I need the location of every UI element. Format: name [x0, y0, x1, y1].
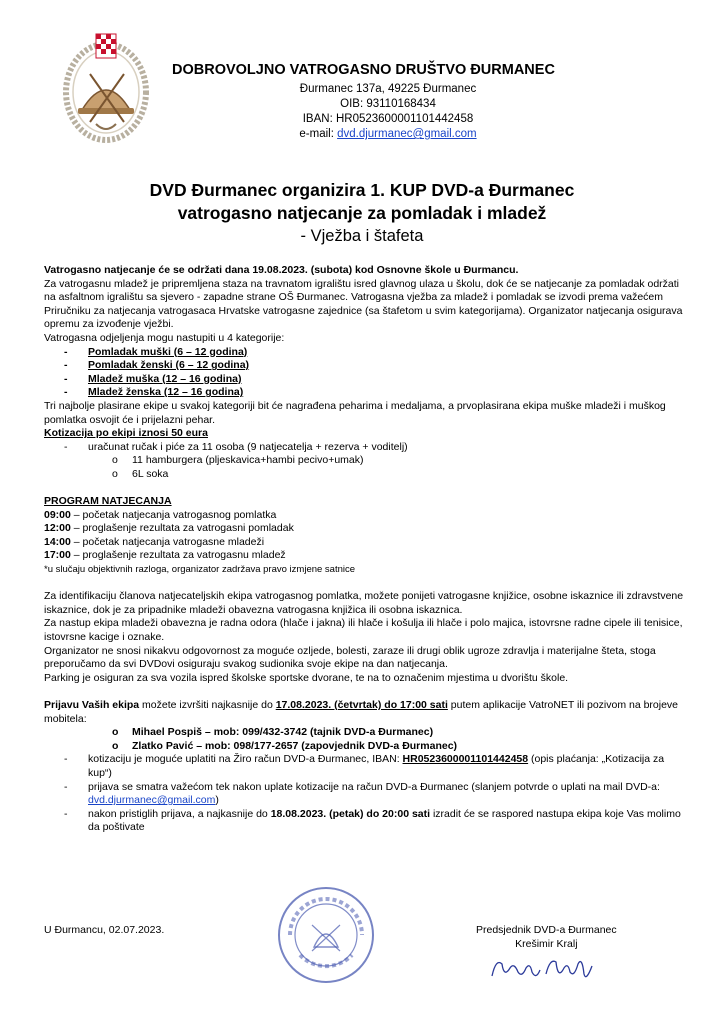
program-item: 17:00 – proglašenje rezultata za vatrogasnu mladež [44, 549, 286, 562]
fee-subitem: o 6L soka [44, 468, 684, 482]
email-link[interactable]: dvd.djurmanec@gmail.com [337, 128, 477, 140]
title-line-1: DVD Đurmanec organizira 1. KUP DVD-a Đurmanec [149, 180, 575, 200]
fee-sublist [44, 454, 684, 481]
program-item: 12:00 – proglašenje rezultata za vatrogasni pomladak [44, 522, 294, 535]
email-link[interactable]: dvd.djurmanec@gmail.com [88, 794, 216, 807]
fee-list [44, 441, 684, 455]
title-line-3: - Vježba i štafeta [300, 227, 424, 245]
category-item: - Mladež muška (12 – 16 godina) [44, 373, 684, 387]
contact-item: o Mihael Pospiš – mob: 099/432-3742 (tajnik DVD-a Đurmanec) [44, 726, 684, 740]
awards-text: Tri najbolje plasirane ekipe u svakoj kategoriji bit će nagrađena peharima i medaljama, a prvoplasirana ekipa muške mladeži i muškog pomlatka osvojit će i prijelazni pehar. [44, 399, 666, 426]
program-item: 14:00 – početak natjecanja vatrogasne mladeži [44, 535, 265, 548]
program-item: 09:00 – početak natjecanja vatrogasnog pomlatka [44, 508, 277, 521]
fire-brigade-emblem-icon [60, 30, 152, 146]
fee-subitem: o 11 hamburgera (pljeskavica+hambi pecivo+umak) [44, 454, 684, 468]
registration-lead: Prijavu Vaših ekipa možete izvršiti najkasnije do 17.08.2023. (četvrtak) do 17:00 sati putem aplikacije VatroNET ili pozivom na brojeve mobitela: [44, 699, 679, 725]
info-paragraph: Parking je osiguran za sva vozila ispred školske sportske dvorane, te na to označenim mjestima u dvorištu škole. [44, 671, 569, 684]
handwritten-signature-icon [488, 952, 596, 986]
fee-item: - uračunat ručak i piće za 11 osoba (9 natjecatelja + rezerva + voditelj) [44, 441, 684, 455]
email-label: e-mail: [299, 128, 338, 140]
email-line [238, 127, 538, 142]
contacts-list [44, 726, 684, 753]
categories-list [44, 346, 684, 400]
place-date: U Đurmancu, 02.07.2023. [44, 924, 165, 936]
iban: IBAN: HR0523600001101442458 [302, 113, 474, 125]
program-note: *u slučaju objektivnih razloga, organizator zadržava pravo izmjene satnice [44, 564, 356, 576]
signer-title: Predsjednik DVD-a Đurmanec [476, 924, 617, 936]
category-item: - Mladež ženska (12 – 16 godina) [44, 386, 684, 400]
document-title [40, 179, 684, 248]
fee-title: Kotizacija po ekipi iznosi 50 eura [44, 427, 208, 440]
signature-block [476, 924, 617, 951]
validity-item: - prijava se smatra važećom tek nakon uplate kotizacije na račun DVD-a Đurmanec (slanjem potvrde o uplati na mail DVD-a: dvd.djurmanec@gmail.com) [44, 781, 684, 808]
intro-paragraph: Za vatrogasnu mladež je pripremljena staza na travnatom igralištu isred glavnog ulaza u školu, dok će se natjecanje za pomladak održati na asfaltnom igralištu sa sjevero - zapadne strane OŠ Đurmanec. Vatrogasna vježba za mladež i pomladak se izvodi prema važećem Priručniku za natjecanja vatrogasaca Hrvatske vatrogasne zajednice (sa štafetom u svim kategorijama). Organizator natjecanja osigurava opremu za izvođenje vježbi. [44, 277, 683, 331]
oib: OIB: 93110168434 [340, 98, 436, 110]
category-item: - Pomladak muški (6 – 12 godina) [44, 346, 684, 360]
program-title: PROGRAM NATJECANJA [44, 495, 172, 508]
category-item: - Pomladak ženski (6 – 12 godina) [44, 359, 684, 373]
title-line-2: vatrogasno natjecanje za pomladak i mladež [177, 203, 547, 223]
categories-intro: Vatrogasna odjeljenja mogu nastupiti u 4 kategorije: [44, 331, 285, 344]
schedule-item: - nakon pristiglih prijava, a najkasnije do 18.08.2023. (petak) do 20:00 sati izradit će se raspored nastupa ekipa koje Vas molimo da poštivate [44, 808, 684, 835]
official-stamp-icon [276, 885, 376, 985]
info-paragraph: Za nastup ekipa mladeži obavezna je radna odora (hlače i jakna) ili hlače i košulja ili hlače i polo majica, istovrsne radne cipele ili tenisice, istovrsne kacige i oznake. [44, 617, 683, 644]
document-body [44, 264, 684, 835]
info-paragraph: Za identifikaciju članova natjecateljskih ekipa vatrogasnog pomlatka, možete ponijeti vatrogasne knjižice, osobne iskaznice ili zdravstvene iskaznice, dok je za pripadnike mladeži obavezna vatrogasna knjižica ili osobna iskaznica. [44, 590, 684, 616]
info-paragraph: Organizator ne snosi nikakvu odgovornost za moguće ozljede, bolesti, zaraze ili drugi oblik ugroze zdravlja i materijalne šteta, stoga preporučamo da svi DVDovi osiguraju svakog sudionika svoje ekipe na dan natjecanja. [44, 644, 656, 671]
payment-item: - kotizaciju je moguće uplatiti na Žiro račun DVD-a Đurmanec, IBAN: HR0523600001101442458 (opis plaćanja: „Kotizacija za kup“) [44, 753, 684, 780]
letterhead [158, 62, 678, 142]
contact-item: o Zlatko Pavić – mob: 098/177-2657 (zapovjednik DVD-a Đurmanec) [44, 740, 684, 754]
organization-name: DOBROVOLJNO VATROGASNO DRUŠTVO ĐURMANEC [172, 62, 555, 78]
event-date-line: Vatrogasno natjecanje će se održati dana 19.08.2023. (subota) kod Osnovne škole u Đurmancu. [44, 264, 519, 276]
signer-name: Krešimir Kralj [515, 937, 578, 950]
address: Đurmanec 137a, 49225 Đurmanec [299, 83, 477, 95]
registration-list [44, 753, 684, 835]
